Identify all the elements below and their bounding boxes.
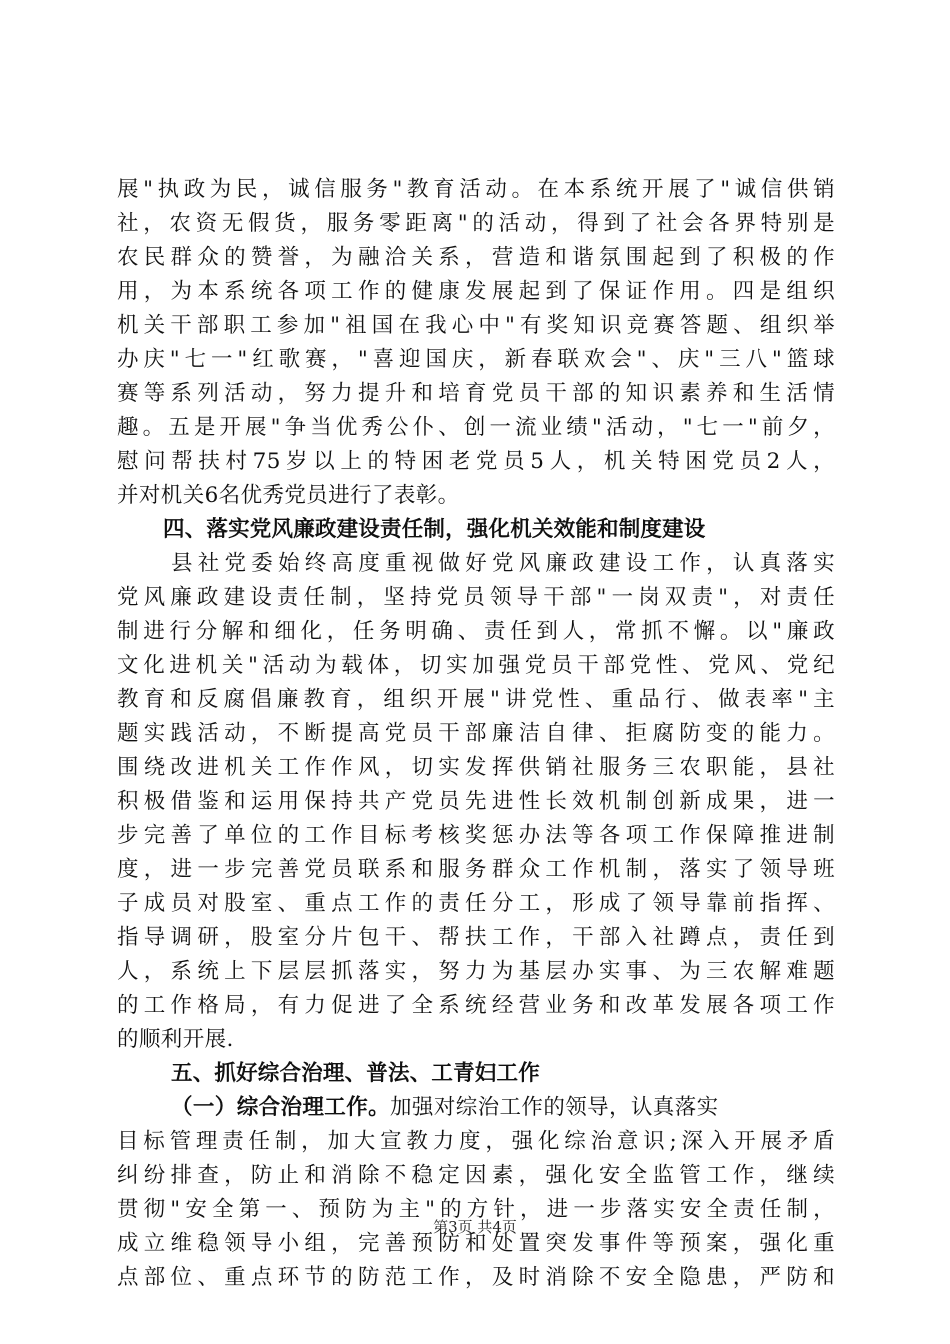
text-line: 的顺利开展. xyxy=(117,1027,234,1052)
text-line: 的工作格局，有力促进了全系统经营业务和改革发展各项工作 xyxy=(117,993,835,1018)
text-line: 制进行分解和细化，任务明确、责任到人，常抓不懈。以"廉政 xyxy=(117,619,835,644)
document-body xyxy=(117,173,835,1295)
text-line: 纠纷排查，防止和消除不稳定因素，强化安全监管工作，继续 xyxy=(117,1163,835,1188)
text-line: 办庆"七一"红歌赛，"喜迎国庆，新春联欢会"、庆"三八"篮球 xyxy=(117,347,835,372)
text-line: 展"执政为民，诚信服务"教育活动。在本系统开展了"诚信供销 xyxy=(117,177,835,202)
text-line: 农民群众的赞誉，为融洽关系，营造和谐氛围起到了积极的作 xyxy=(117,245,835,270)
text-line: 社，农资无假货，服务零距离"的活动，得到了社会各界特别是 xyxy=(117,211,835,236)
text-line: 子成员对股室、重点工作的责任分工，形成了领导靠前指挥、 xyxy=(117,891,835,916)
text-line xyxy=(117,1091,835,1125)
text-line: 度，进一步完善党员联系和服务群众工作机制，落实了领导班 xyxy=(117,857,835,882)
subsection-lead: （一）综合治理工作。 xyxy=(171,1095,391,1120)
text-line: 题实践活动，不断提高党员干部廉洁自律、拒腐防变的能力。 xyxy=(117,721,835,746)
text-line: 赛等系列活动，努力提升和培育党员干部的知识素养和生活情 xyxy=(117,381,835,406)
text-line: 点部位、重点环节的防范工作，及时消除不安全隐患，严防和 xyxy=(117,1265,835,1290)
text-line: 用，为本系统各项工作的健康发展起到了保证作用。四是组织 xyxy=(117,279,835,304)
section-heading-5: 五、抓好综合治理、普法、工青妇工作 xyxy=(171,1061,540,1086)
text-line: 成立维稳领导小组，完善预防和处置突发事件等预案，强化重 xyxy=(117,1231,835,1256)
text-line: 积极借鉴和运用保持共产党员先进性长效机制创新成果，进一 xyxy=(117,789,835,814)
text-line: 教育和反腐倡廉教育，组织开展"讲党性、重品行、做表率"主 xyxy=(117,687,835,712)
text-line: 人，系统上下层层抓落实，努力为基层办实事、为三农解难题 xyxy=(117,959,835,984)
text-line: 慰问帮扶村75岁以上的特困老党员5人，机关特困党员2人， xyxy=(117,449,835,474)
text-line: 贯彻"安全第一、预防为主"的方针，进一步落实安全责任制， xyxy=(117,1197,835,1222)
text-line: 目标管理责任制，加大宣教力度，强化综治意识;深入开展矛盾 xyxy=(117,1129,835,1154)
text-line: 文化进机关"活动为载体，切实加强党员干部党性、党风、党纪 xyxy=(117,653,835,678)
text-line: 步完善了单位的工作目标考核奖惩办法等各项工作保障推进制 xyxy=(117,823,835,848)
text-line: 党风廉政建设责任制，坚持党员领导干部"一岗双责"，对责任 xyxy=(117,585,835,610)
text-line: 县社党委始终高度重视做好党风廉政建设工作，认真落实 xyxy=(171,551,835,576)
text-line: 指导调研，股室分片包干、帮扶工作，干部入社蹲点，责任到 xyxy=(117,925,835,950)
page-number: 第3页 共4页 xyxy=(433,1218,517,1236)
text-line: 趣。五是开展"争当优秀公仆、创一流业绩"活动，"七一"前夕， xyxy=(117,415,835,440)
text-line: 围绕改进机关工作作风，切实发挥供销社服务三农职能，县社 xyxy=(117,755,835,780)
subsection-text: 加强对综治工作的领导，认真落实 xyxy=(390,1095,719,1120)
text-line: 机关干部职工参加"祖国在我心中"有奖知识竞赛答题、组织举 xyxy=(117,313,835,338)
text-line: 并对机关6名优秀党员进行了表彰。 xyxy=(117,483,460,508)
section-heading-4: 四、落实党风廉政建设责任制，强化机关效能和制度建设 xyxy=(163,517,706,542)
